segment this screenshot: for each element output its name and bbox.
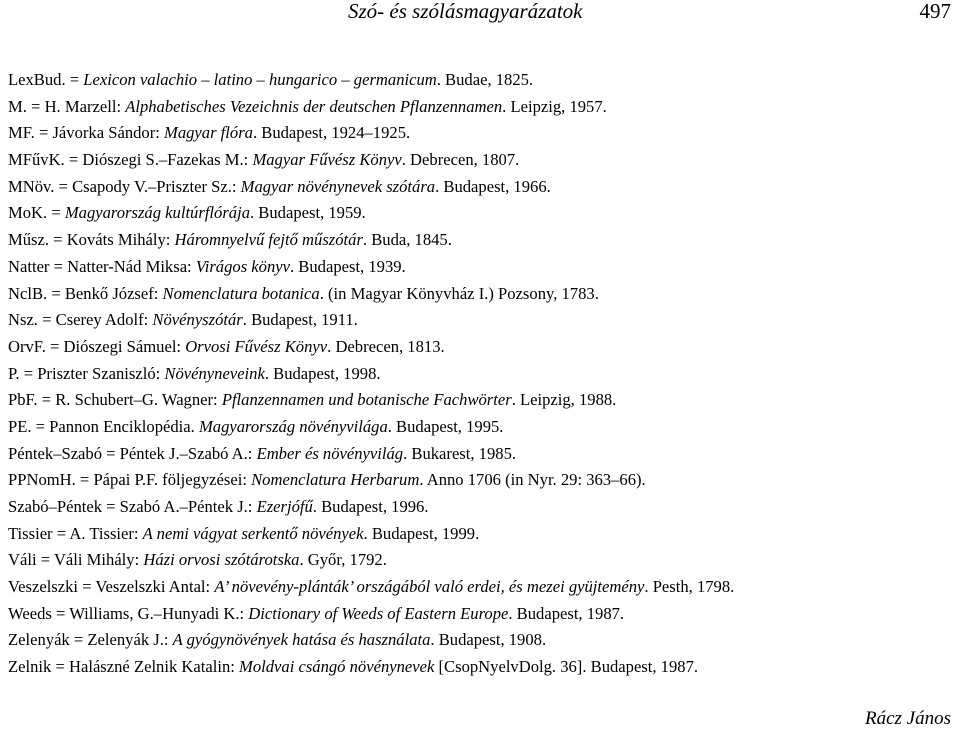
- entry-publication: . Budapest, 1966.: [435, 176, 551, 196]
- entry-abbreviation: Veszelszki: [8, 577, 79, 597]
- entry-title: Ember és növényvilág: [256, 443, 404, 463]
- abbreviation-entry: [8, 67, 958, 94]
- entry-publication: . Budae, 1825.: [436, 70, 534, 89]
- entry-title: Pflanzennamen und botanische Fachwörter: [221, 390, 512, 410]
- entry-author: Pápai P.F. följegyzései:: [93, 470, 252, 490]
- author-signature: Rácz János: [864, 708, 951, 729]
- entry-equals: =: [65, 70, 84, 89]
- entry-equals: =: [47, 203, 65, 223]
- entry-equals: =: [19, 363, 38, 383]
- entry-author: Zelenyák J.:: [87, 630, 173, 650]
- entry-publication: . Budapest, 1924–1925.: [252, 123, 411, 143]
- entry-abbreviation: Zelenyák: [8, 630, 70, 650]
- abbreviation-entry: [8, 441, 958, 468]
- entry-equals: =: [69, 630, 88, 650]
- entry-title: Magyar Fűvész Könyv: [252, 150, 402, 170]
- entry-abbreviation: MF.: [8, 123, 35, 143]
- entry-author: Benkő József:: [64, 283, 163, 303]
- entry-title: Lexicon valachio – latino – hungarico – germanicum: [83, 70, 437, 89]
- entry-equals: =: [49, 256, 68, 276]
- entry-author: Diószegi S.–Fazekas M.:: [82, 150, 253, 170]
- entry-title: Magyarország növényvilága: [198, 416, 388, 436]
- entry-abbreviation: OrvF.: [8, 336, 46, 356]
- entry-equals: =: [31, 416, 50, 436]
- entry-abbreviation: Weeds: [8, 603, 52, 623]
- abbreviation-entry: [8, 94, 958, 121]
- abbreviation-entry: [8, 627, 958, 654]
- abbreviation-entry: [8, 307, 958, 334]
- entry-title: Háromnyelvű fejtő műszótár: [174, 230, 363, 250]
- entry-equals: =: [49, 230, 67, 250]
- entry-abbreviation: Váli: [8, 550, 37, 570]
- abbreviation-entry: [8, 227, 958, 254]
- entry-abbreviation: MFűvK.: [8, 150, 65, 170]
- entry-abbreviation: Zelnik: [8, 657, 52, 677]
- page-number: 497: [919, 0, 951, 23]
- entry-publication: . Debrecen, 1807.: [401, 150, 520, 170]
- abbreviation-entry: [8, 387, 958, 414]
- entry-author: Pannon Enciklopédia.: [49, 416, 199, 436]
- entry-publication: . Debrecen, 1813.: [327, 336, 445, 356]
- entry-equals: =: [34, 123, 53, 143]
- entry-abbreviation: MNöv.: [8, 176, 55, 196]
- abbreviation-entry: [8, 147, 958, 174]
- entry-publication: . Bukarest, 1985.: [403, 443, 517, 463]
- entry-publication: . Budapest, 1998.: [264, 363, 381, 383]
- entry-author: A. Tissier:: [69, 523, 143, 543]
- entry-publication: . Budapest, 1995.: [387, 416, 504, 436]
- entry-abbreviation: Szabó–Péntek: [8, 497, 103, 516]
- entry-publication: . Buda, 1845.: [362, 230, 452, 250]
- entry-author: Jávorka Sándor:: [52, 123, 164, 143]
- entry-equals: =: [54, 176, 73, 196]
- entry-title: Nomenclatura botanica: [162, 283, 320, 303]
- entry-publication: . Leipzig, 1957.: [502, 96, 607, 116]
- entry-title: Ezerjófű: [256, 497, 313, 516]
- entry-abbreviation: MoK.: [8, 203, 48, 223]
- abbreviation-entry: [8, 254, 958, 281]
- entry-title: Orvosi Fűvész Könyv: [185, 336, 328, 356]
- entry-equals: =: [36, 550, 54, 570]
- abbreviation-list: [8, 67, 958, 681]
- entry-title: Növényszótár: [152, 310, 243, 330]
- entry-abbreviation: PbF.: [8, 390, 38, 410]
- entry-equals: =: [102, 497, 120, 516]
- entry-title: Növényneveink: [164, 363, 265, 383]
- entry-publication: . (in Magyar Könyvház I.) Pozsony, 1783.: [319, 283, 599, 303]
- entry-equals: =: [102, 443, 120, 463]
- entry-title: A’ növevény-plánták’ országából való erdei, és mezei gyüjtemény: [214, 577, 645, 597]
- entry-title: Virágos könyv: [195, 256, 290, 276]
- entry-abbreviation: M.: [8, 96, 27, 116]
- entry-title: Magyar flóra: [164, 123, 253, 143]
- entry-title: Magyarország kultúrflórája: [64, 203, 250, 223]
- entry-publication: . Budapest, 1999.: [363, 523, 480, 543]
- entry-abbreviation: PE.: [8, 416, 32, 436]
- entry-author: Péntek J.–Szabó A.:: [119, 443, 257, 463]
- abbreviation-entry: [8, 654, 958, 681]
- abbreviation-entry: [8, 361, 958, 388]
- entry-equals: =: [37, 390, 56, 410]
- entry-publication: . Budapest, 1911.: [242, 310, 358, 330]
- entry-author: Williams, G.–Hunyadi K.:: [69, 603, 249, 623]
- entry-author: Priszter Szaniszló:: [37, 363, 165, 383]
- entry-equals: =: [37, 310, 56, 330]
- entry-publication: . Budapest, 1959.: [250, 203, 366, 223]
- entry-title: A nemi vágyat serkentő növények: [142, 523, 364, 543]
- running-title: Szó- és szólásmagyarázatok: [348, 0, 583, 23]
- entry-author: R. Schubert–G. Wagner:: [55, 390, 222, 410]
- entry-abbreviation: P.: [8, 363, 20, 383]
- entry-abbreviation: LexBud.: [8, 70, 66, 89]
- abbreviation-entry: [8, 174, 958, 201]
- entry-author: Cserey Adolf:: [55, 310, 153, 330]
- entry-author: H. Marzell:: [44, 96, 126, 116]
- entry-abbreviation: NclB.: [8, 283, 48, 303]
- entry-author: Diószegi Sámuel:: [63, 336, 186, 356]
- abbreviation-entry: [8, 601, 958, 628]
- entry-equals: =: [51, 603, 70, 623]
- entry-publication: . Budapest, 1939.: [290, 256, 406, 276]
- entry-equals: =: [75, 470, 94, 490]
- entry-publication: . Győr, 1792.: [299, 550, 387, 570]
- entry-title: Nomenclatura Herbarum: [251, 470, 420, 490]
- entry-title: Moldvai csángó növénynevek: [239, 657, 435, 677]
- abbreviation-entry: [8, 120, 958, 147]
- entry-author: Kováts Mihály:: [66, 230, 175, 250]
- abbreviation-entry: [8, 200, 958, 227]
- entry-publication: . Leipzig, 1988.: [511, 390, 617, 410]
- entry-equals: =: [52, 523, 70, 543]
- entry-publication: . Budapest, 1987.: [508, 603, 625, 623]
- abbreviation-entry: [8, 281, 958, 308]
- abbreviation-entry: [8, 521, 958, 548]
- entry-abbreviation: Műsz.: [8, 230, 50, 250]
- entry-title: Házi orvosi szótárotska: [143, 550, 300, 570]
- entry-publication: . Anno 1706 (in Nyr. 29: 363–66).: [419, 470, 646, 490]
- entry-author: Halászné Zelnik Katalin:: [68, 657, 240, 677]
- entry-equals: =: [78, 577, 96, 597]
- abbreviation-entry: [8, 334, 958, 361]
- entry-abbreviation: Nsz.: [8, 310, 38, 330]
- abbreviation-entry: [8, 467, 958, 494]
- abbreviation-entry: [8, 414, 958, 441]
- entry-title: Magyar növénynevek szótára: [240, 176, 436, 196]
- entry-publication: . Budapest, 1908.: [430, 630, 547, 650]
- entry-author: Csapody V.–Priszter Sz.:: [72, 176, 241, 196]
- entry-publication: . Budapest, 1996.: [312, 497, 429, 516]
- entry-title: Dictionary of Weeds of Eastern Europe: [248, 603, 509, 623]
- entry-author: Váli Mihály:: [53, 550, 144, 570]
- entry-equals: =: [45, 336, 64, 356]
- abbreviation-entry: [8, 547, 958, 574]
- abbreviation-entry: [8, 494, 958, 521]
- entry-publication: . Pesth, 1798.: [644, 577, 735, 597]
- entry-publication: [CsopNyelvDolg. 36]. Budapest, 1987.: [434, 657, 699, 677]
- page-header: [0, 0, 959, 24]
- entry-title: Alphabetisches Vezeichnis der deutschen Pflanzennamen: [125, 96, 503, 116]
- entry-title: A gyógynövények hatása és használata: [172, 630, 431, 650]
- entry-equals: =: [51, 657, 69, 677]
- entry-author: Veszelszki Antal:: [95, 577, 215, 597]
- entry-author: Natter-Nád Miksa:: [67, 256, 196, 276]
- entry-equals: =: [26, 96, 45, 116]
- entry-abbreviation: Tissier: [8, 523, 53, 543]
- entry-equals: =: [47, 283, 65, 303]
- entry-author: Szabó A.–Péntek J.:: [119, 497, 257, 516]
- entry-abbreviation: PPNomH.: [8, 470, 76, 490]
- entry-abbreviation: Natter: [8, 256, 50, 276]
- entry-equals: =: [64, 150, 83, 170]
- entry-abbreviation: Péntek–Szabó: [8, 443, 103, 463]
- abbreviation-entry: [8, 574, 958, 601]
